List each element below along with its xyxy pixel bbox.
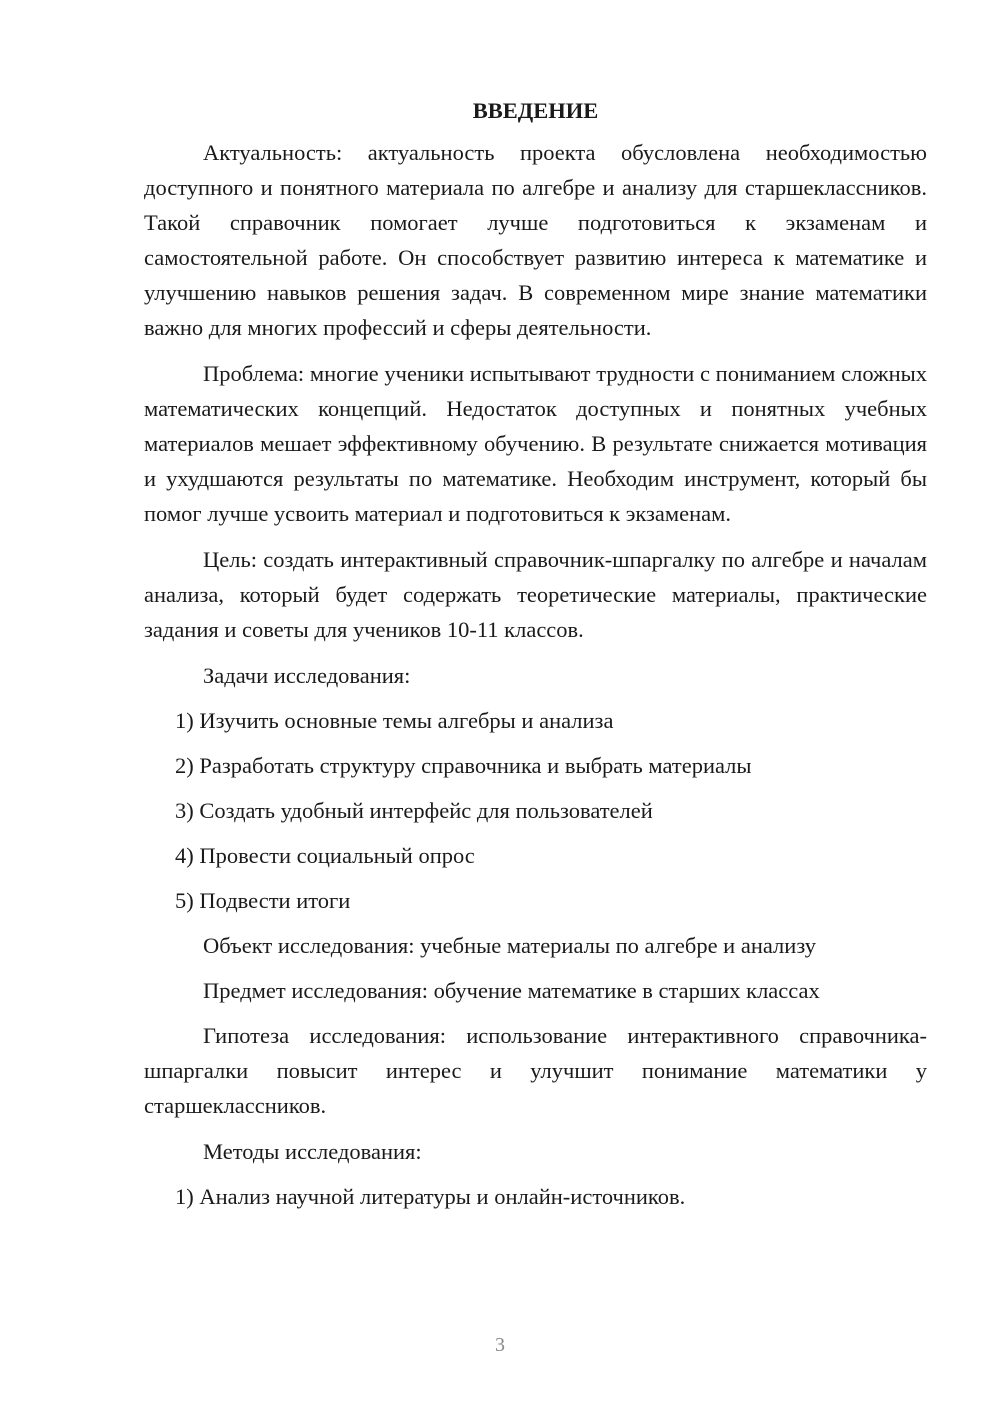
section-heading: ВВЕДЕНИЕ <box>472 98 599 123</box>
list-item: 4) Провести социальный опрос <box>175 843 475 868</box>
goal-paragraph: Цель: создать интерактивный справочник-шпаргалку по алгебре и началам анализа, который будет содержать теоретические материалы, практические задания и советы для учеников 10-11 классов. <box>144 547 927 642</box>
methods-list <box>144 1179 927 1214</box>
relevance-paragraph: Актуальность: актуальность проекта обусловлена необходимостью доступного и понятного материала по алгебре и анализу для старшеклассников. Такой справочник помогает лучше подготовиться к экзаменам и самостоятельной работе. Он способствует развитию интереса к математике и улучшению навыков решения задач. В современном мире знание математики важно для многих профессий и сферы деятельности. <box>144 140 927 340</box>
tasks-label: Задачи исследования: <box>203 663 411 688</box>
tasks-list <box>144 703 927 918</box>
list-item: 3) Создать удобный интерфейс для пользователей <box>175 798 653 823</box>
list-item: 1) Изучить основные темы алгебры и анализа <box>175 708 614 733</box>
page-number: 3 <box>495 1334 505 1356</box>
list-item: 5) Подвести итоги <box>175 888 351 913</box>
problem-paragraph: Проблема: многие ученики испытывают трудности с пониманием сложных математических концепций. Недостаток доступных и понятных учебных материалов мешает эффективному обучению. В результате снижается мотивация и ухудшаются результаты по математике. Необходим инструмент, который бы помог лучше усвоить материал и подготовиться к экзаменам. <box>144 361 927 526</box>
hypothesis-paragraph: Гипотеза исследования: использование интерактивного справочника-шпаргалки повысит интерес и улучшит понимание математики у старшеклассников. <box>144 1023 927 1118</box>
research-object: Объект исследования: учебные материалы по алгебре и анализу <box>203 933 816 958</box>
list-item: 2) Разработать структуру справочника и выбрать материалы <box>175 753 752 778</box>
research-subject: Предмет исследования: обучение математике в старших классах <box>203 978 820 1003</box>
list-item: 1) Анализ научной литературы и онлайн-источников. <box>175 1184 686 1209</box>
methods-label: Методы исследования: <box>203 1139 422 1164</box>
